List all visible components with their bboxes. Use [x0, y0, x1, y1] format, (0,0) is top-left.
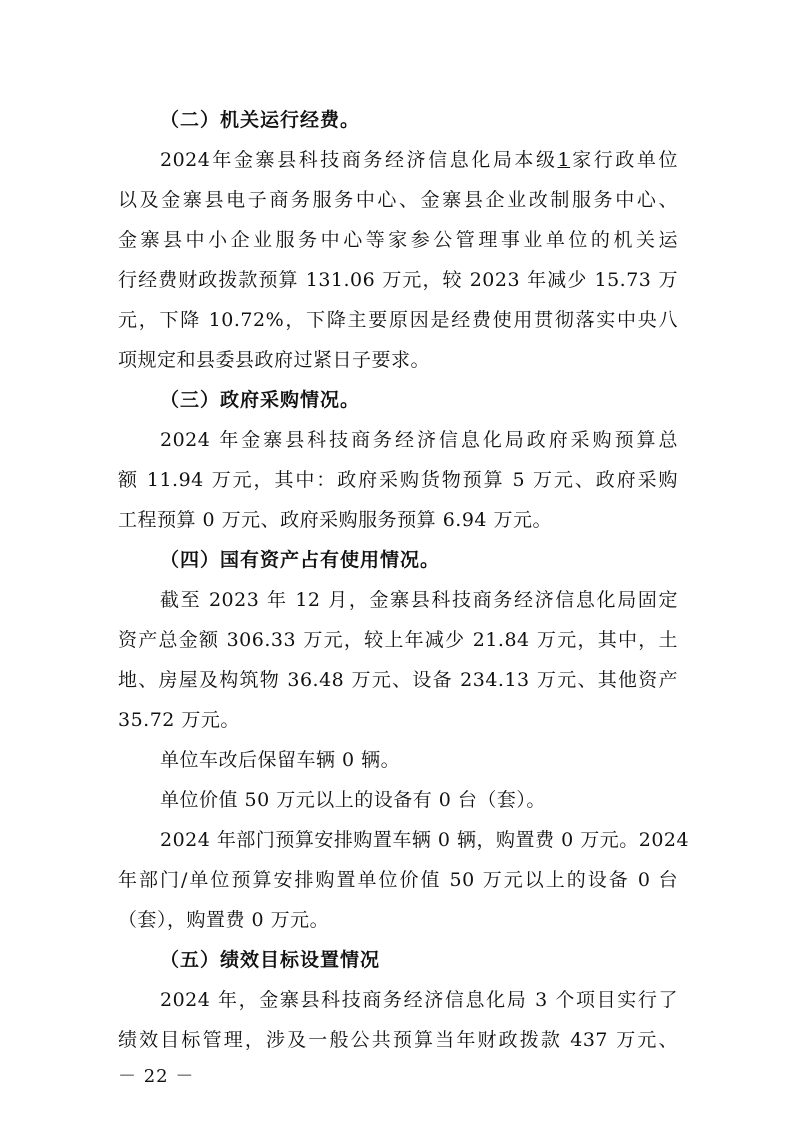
paragraph-line: 行经费财政拨款预算 131.06 万元，较 2023 年减少 15.73 万	[118, 269, 678, 291]
paragraph-line: 单位价值 50 万元以上的设备有 0 台（套）。	[160, 789, 546, 811]
paragraph-line: （套），购置费 0 万元。	[118, 909, 330, 931]
paragraph-line: 金寨县中小企业服务中心等家参公管理事业单位的机关运	[118, 229, 678, 251]
section-heading-5: （五）绩效目标设置情况	[160, 949, 381, 971]
paragraph-line: 35.72 万元。	[118, 709, 240, 731]
text-segment: 家行政单位	[570, 149, 678, 171]
paragraph-line: 年部门/单位预算安排购置单位价值 50 万元以上的设备 0 台	[118, 869, 678, 891]
paragraph-line: 额 11.94 万元，其中：政府采购货物预算 5 万元、政府采购	[118, 469, 678, 491]
paragraph-line: 2024 年金寨县科技商务经济信息化局政府采购预算总	[160, 429, 678, 451]
paragraph-line	[160, 140, 678, 180]
paragraph-line: 2024 年，金寨县科技商务经济信息化局 3 个项目实行了	[160, 989, 678, 1011]
paragraph-line: 单位车改后保留车辆 0 辆。	[160, 749, 401, 771]
page-number: － 22 －	[118, 1066, 195, 1087]
paragraph-line: 项规定和县委县政府过紧日子要求。	[118, 349, 431, 371]
paragraph-line: 绩效目标管理，涉及一般公共预算当年财政拨款 437 万元、	[118, 1029, 678, 1051]
paragraph-line: 元，下降 10.72%，下降主要原因是经费使用贯彻落实中央八	[118, 309, 678, 331]
underlined-number: 1	[557, 149, 571, 171]
section-heading-3: （三）政府采购情况。	[160, 389, 361, 411]
paragraph-line: 资产总金额 306.33 万元，较上年减少 21.84 万元，其中，土	[118, 629, 678, 651]
section-heading-4: （四）国有资产占有使用情况。	[160, 549, 441, 571]
paragraph-line: 截至 2023 年 12 月，金寨县科技商务经济信息化局固定	[160, 589, 678, 611]
text-segment: 2024年金寨县科技商务经济信息化局本级	[160, 149, 558, 171]
paragraph-line: 地、房屋及构筑物 36.48 万元、设备 234.13 万元、其他资产	[118, 669, 678, 691]
paragraph-line: 2024 年部门预算安排购置车辆 0 辆，购置费 0 万元。2024	[160, 829, 690, 851]
section-heading-2: （二）机关运行经费。	[160, 109, 361, 131]
paragraph-line: 工程预算 0 万元、政府采购服务预算 6.94 万元。	[118, 509, 553, 531]
paragraph-line: 以及金寨县电子商务服务中心、金寨县企业改制服务中心、	[118, 189, 678, 211]
